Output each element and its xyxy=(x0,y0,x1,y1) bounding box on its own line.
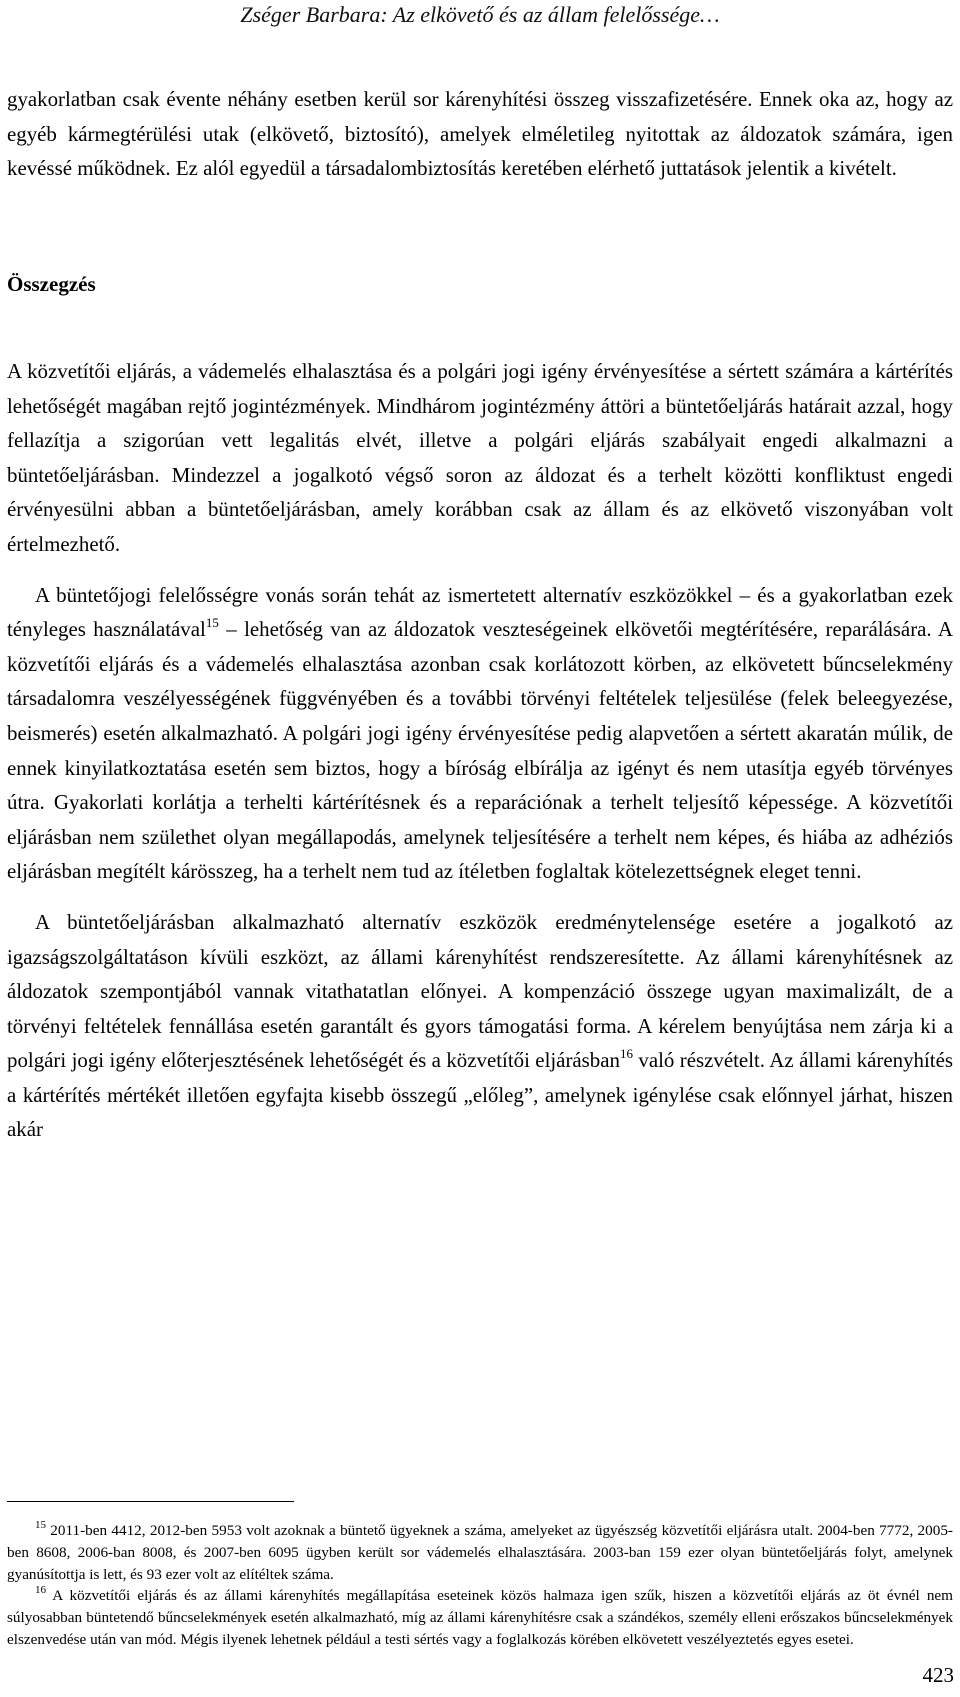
footnote-number: 15 xyxy=(35,1518,46,1531)
page-number: 423 xyxy=(922,1663,954,1687)
footnote-separator xyxy=(7,1501,294,1502)
footnote-15 xyxy=(7,1520,953,1585)
running-header: Zséger Barbara: Az elkövető és az állam felelőssége… xyxy=(240,2,720,27)
paragraph-2 xyxy=(7,578,953,889)
body-paragraph-top xyxy=(7,82,953,186)
body-section-summary xyxy=(7,354,953,1147)
footnote-16 xyxy=(7,1585,953,1650)
paragraph-3 xyxy=(7,905,953,1147)
section-heading: Összegzés xyxy=(7,272,96,296)
paragraph-text: gyakorlatban csak évente néhány esetben kerül sor kárenyhítési összeg visszafizetésére. Ennek oka az, hogy az egyéb kármegtérülési utak (elkövető, biztosító), amelyek elméletileg nyitottak az áldozatok számára, igen kevéssé működnek. Ez alól egyedül a társadalombiztosítás keretében elérhető juttatások jelentik a kivételt. xyxy=(7,87,953,181)
paragraph-3-part1: A büntetőeljárásban alkalmazható alternatív eszközök eredménytelensége esetére a jogalkotó az igazságszolgáltatáson kívüli eszközt, az állami kárenyhítést rendszeresítette. Az állami kárenyhítésnek az áldozatok szempontjából vannak vitathatatlan előnyei. A kompenzáció összege ugyan maximalizált, de a törvényi feltételek fennállása esetén garantált és gyors támogatási forma. A kérelem benyújtása nem zárja ki a polgári jogi igény előterjesztésének lehetőségét és a közvetítői eljárásban xyxy=(7,909,953,1073)
summary-paragraph: A közvetítői eljárás, a vádemelés elhalasztása és a polgári jogi igény érvényesítése a sértett számára a kártérítés lehetőségét magában rejtő jogintézmények. Mindhárom jogintézmény áttöri a büntetőeljárás határait azzal, hogy fellazítja a szigorúan vett legalitás elvét, illetve a polgári eljárás szabályait engedi alkalmazni a büntetőeljárásban. Mindezzel a jogalkotó végső soron az áldozat és a terhelt közötti konfliktust engedi érvényesülni abban a büntetőeljárásban, amely korábban csak az állam és az elkövető viszonyában volt értelmezhető. xyxy=(7,359,953,556)
paragraph-2-part1: A büntetőjogi felelősségre vonás során tehát az ismertetett alternatív eszközökkel – és a gyakorlatban ezek tényleges használatával xyxy=(7,582,953,642)
footnote-number: 16 xyxy=(35,1584,46,1597)
footnotes xyxy=(7,1520,953,1651)
footnote-ref-15: 15 xyxy=(205,615,219,631)
footnote-text: 2011-ben 4412, 2012-ben 5953 volt azoknak a büntető ügyeknek a száma, amelyeket az ügyészség közvetítői eljárásra utalt. 2004-ben 7772, 2005-ben 8608, 2006-ban 8008, és 2007-ben 6095 ügyben került sor vádemelés elhalasztására. 2003-ban 159 ezer olyan büntetőeljárás folyt, amelynek gyanúsítottja is lett, és 93 ezer volt az elítéltek száma. xyxy=(7,1522,953,1583)
paragraph-2-part2: – lehetőség van az áldozatok veszteségeinek elkövetői megtérítésére, reparálására. A közvetítői eljárás és a vádemelés elhalasztása azonban csak korlátozott körben, az elkövetett bűncselekmény társadalomra veszélyességének függvényében és a további törvényi feltételek teljesülése (felek beleegyezése, beismerés) esetén alkalmazható. A polgári jogi igény érvényesítése pedig alapvetően a sértett akaratán múlik, de ennek kinyilatkoztatása esetén sem biztos, hogy a bíróság elbírálja az igényt és nem utasítja egyéb törvényes útra. Gyakorlati korlátja a terhelti kártérítésnek és a reparációnak a terhelt teljesítő képessége. A közvetítői eljárásban nem születhet olyan megállapodás, amelynek teljesítésére a terhelt nem képes, és hiába az adhéziós eljárásban megítélt kárösszeg, ha a terhelt nem tud az ítéletben foglaltak kötelezettségnek eleget tenni. xyxy=(7,617,954,884)
paragraph-3-part2: való részvételt. Az állami kárenyhítés a kártérítés mértékét illetően egyfajta kisebb összegű „előleg”, amelynek igénylése csak előnnyel járhat, hiszen akár xyxy=(7,1048,953,1142)
footnote-ref-16: 16 xyxy=(619,1046,633,1062)
footnote-text: A közvetítői eljárás és az állami kárenyhítés megállapítása eseteinek közös halmaza igen szűk, hiszen a közvetítői eljárás az öt évnél nem súlyosabban büntetendő bűncselekmények esetén alkalmazható, míg az állami kárenyhítésre csak a szándékos, személy elleni erőszakos bűncselekmények elszenvedése után van mód. Mégis ilyenek lehetnek például a testi sértés vagy a foglalkozás körében elkövetett veszélyeztetés egyes esetei. xyxy=(7,1587,953,1648)
